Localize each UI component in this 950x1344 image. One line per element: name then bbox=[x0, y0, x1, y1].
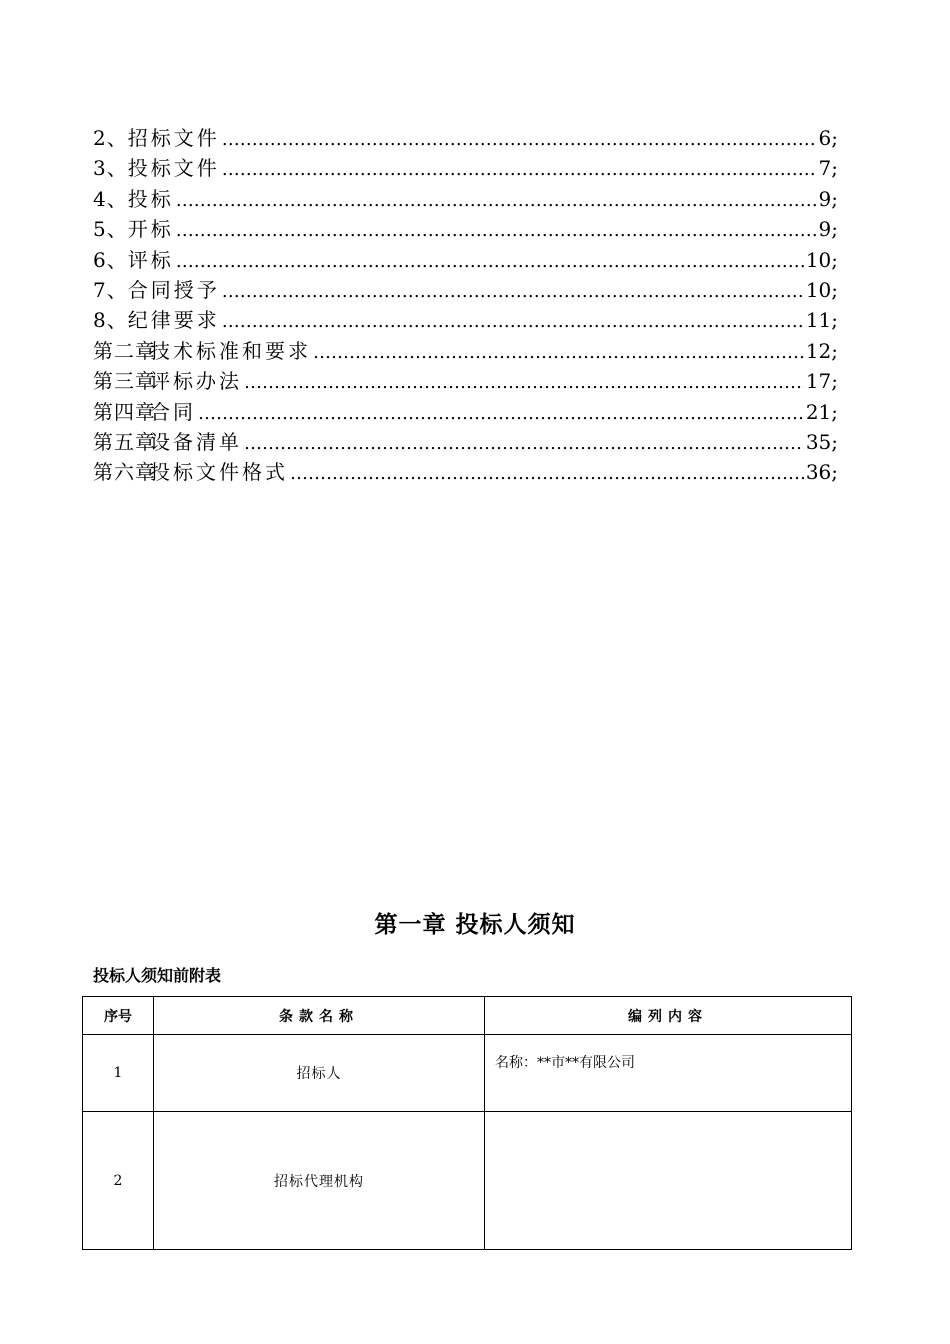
header-item: 条款名称 bbox=[154, 997, 485, 1035]
table-row bbox=[83, 1112, 852, 1250]
cell-content[interactable] bbox=[485, 1112, 852, 1250]
table-header-row bbox=[83, 997, 852, 1035]
header-content: 编列内容 bbox=[485, 997, 852, 1035]
toc-entry-title: 合同授予 bbox=[127, 277, 220, 302]
toc-entry[interactable] bbox=[93, 274, 838, 304]
toc-entry-page: 35; bbox=[805, 429, 838, 454]
toc-entry-number: 8、 bbox=[93, 308, 128, 333]
toc-leader-dots bbox=[222, 129, 817, 150]
toc-entry-number: 2、 bbox=[93, 126, 128, 150]
toc-entry[interactable] bbox=[93, 244, 838, 274]
toc-entry-title: 评标 bbox=[127, 247, 174, 272]
toc-entry-number: 第五章 bbox=[93, 429, 156, 454]
toc-leader-dots bbox=[176, 220, 817, 241]
toc-entry-title: 投标文件 bbox=[127, 156, 220, 181]
toc-entry-page: 12; bbox=[805, 338, 838, 363]
toc-leader-dots bbox=[176, 190, 817, 211]
toc-entry-page: 9; bbox=[818, 217, 838, 242]
toc-entry-page: 6; bbox=[818, 126, 838, 150]
table-row bbox=[83, 1035, 852, 1112]
toc-entry-number: 第六章 bbox=[93, 460, 156, 485]
toc-entry[interactable] bbox=[93, 365, 838, 395]
toc-entry-page: 17; bbox=[805, 369, 838, 394]
toc-entry[interactable] bbox=[93, 152, 838, 182]
table-of-contents bbox=[93, 122, 838, 487]
toc-entry-title: 招标文件 bbox=[127, 126, 220, 150]
toc-entry-page: 21; bbox=[805, 399, 838, 424]
toc-entry-number: 第三章 bbox=[93, 369, 156, 394]
toc-entry-page: 10; bbox=[805, 277, 838, 302]
toc-entry-number: 第二章 bbox=[93, 338, 156, 363]
toc-entry-number: 6、 bbox=[93, 247, 128, 272]
cell-item: 招标人 bbox=[154, 1035, 485, 1112]
toc-entry-page: 7; bbox=[818, 156, 838, 181]
toc-entry-title: 设备清单 bbox=[150, 429, 242, 454]
toc-leader-dots bbox=[222, 159, 817, 180]
toc-leader-dots bbox=[198, 403, 804, 424]
toc-leader-dots bbox=[222, 311, 804, 332]
toc-entry[interactable] bbox=[93, 304, 838, 334]
toc-entry-page: 11; bbox=[805, 308, 838, 333]
toc-entry[interactable] bbox=[93, 183, 838, 213]
cell-no: 1 bbox=[83, 1035, 154, 1112]
toc-entry-page: 10; bbox=[805, 247, 838, 272]
cell-no: 2 bbox=[83, 1112, 154, 1250]
toc-entry[interactable] bbox=[93, 213, 838, 243]
bidder-instructions-table bbox=[82, 996, 852, 1250]
toc-entry[interactable] bbox=[93, 396, 838, 426]
toc-entry-number: 5、 bbox=[93, 217, 128, 242]
cell-content[interactable]: 名称：**市**有限公司 bbox=[485, 1035, 852, 1112]
toc-entry-number: 3、 bbox=[93, 156, 128, 181]
toc-entry-title: 投标文件格式 bbox=[150, 460, 288, 485]
toc-entry-title: 纪律要求 bbox=[127, 308, 220, 333]
toc-leader-dots bbox=[290, 463, 804, 484]
cell-item: 招标代理机构 bbox=[154, 1112, 485, 1250]
toc-entry[interactable] bbox=[93, 122, 838, 152]
toc-leader-dots bbox=[244, 372, 804, 393]
toc-entry-page: 36; bbox=[805, 460, 838, 485]
toc-entry[interactable] bbox=[93, 426, 838, 456]
toc-entry[interactable] bbox=[93, 456, 838, 486]
toc-entry-number: 7、 bbox=[93, 277, 128, 302]
toc-entry-title: 开标 bbox=[127, 217, 174, 242]
toc-leader-dots bbox=[222, 281, 804, 302]
toc-entry-number: 第四章 bbox=[93, 399, 156, 424]
toc-entry-page: 9; bbox=[818, 186, 838, 211]
toc-leader-dots bbox=[176, 251, 804, 272]
toc-entry-title: 评标办法 bbox=[150, 369, 242, 394]
toc-entry[interactable] bbox=[93, 335, 838, 365]
table-caption: 投标人须知前附表 bbox=[93, 966, 222, 985]
toc-entry-title: 技术标准和要求 bbox=[150, 338, 311, 363]
header-no: 序号 bbox=[83, 997, 154, 1035]
toc-entry-title: 投标 bbox=[127, 186, 174, 211]
toc-leader-dots bbox=[244, 433, 804, 454]
toc-leader-dots bbox=[313, 342, 804, 363]
toc-entry-title: 合同 bbox=[150, 399, 196, 424]
chapter-title: 第一章 投标人须知 bbox=[374, 912, 576, 938]
toc-entry-number: 4、 bbox=[93, 186, 128, 211]
